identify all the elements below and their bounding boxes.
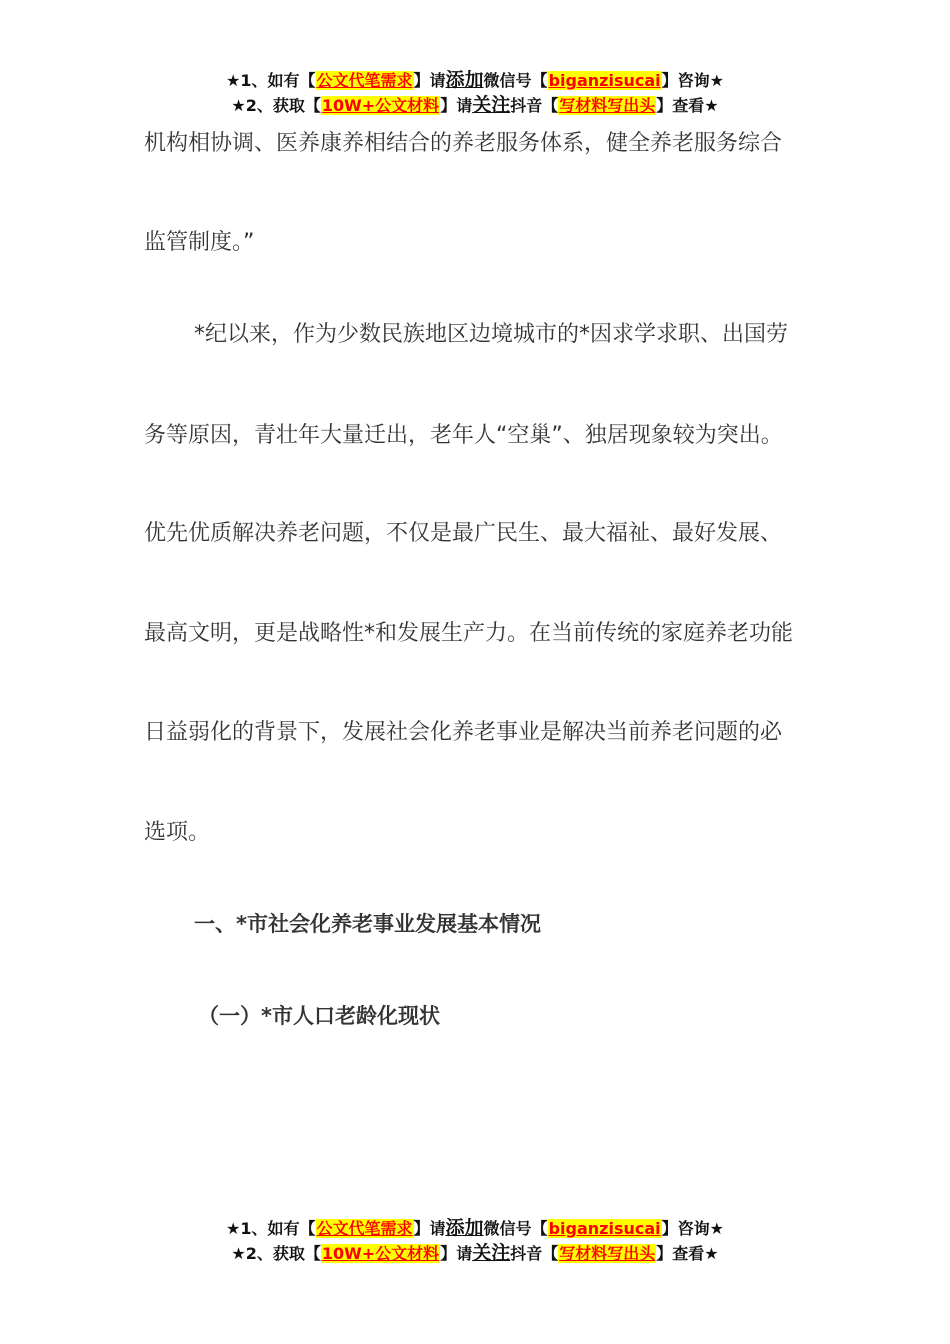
highlight-materials: 10W+公文材料 (321, 96, 440, 115)
highlight-ghostwriting: 公文代笔需求 (316, 71, 413, 90)
header-banner (0, 68, 950, 118)
body-line-8: 选项。 (144, 820, 211, 845)
highlight-wechat-id: biganzisucai (548, 71, 661, 90)
body-line-7: 日益弱化的背景下，发展社会化养老事业是解决当前养老问题的必 (144, 720, 783, 745)
footer-banner (0, 1216, 950, 1266)
body-line-6: 最高文明，更是战略性*和发展生产力。在当前传统的家庭养老功能 (144, 621, 794, 646)
body-line-3: *纪以来，作为少数民族地区边境城市的*因求学求职、出国劳 (194, 322, 789, 347)
footer-banner-line-2: ★2、获取【10W+公文材料】请关注抖音【写材料写出头】查看★ (231, 1242, 719, 1264)
body-line-5: 优先优质解决养老问题，不仅是最广民生、最大福祉、最好发展、 (144, 521, 783, 546)
footer-highlight-wechat-id: biganzisucai (548, 1219, 661, 1238)
body-line-2: 监管制度。” (144, 230, 255, 255)
banner-line-2: ★2、获取【10W+公文材料】请关注抖音【写材料写出头】查看★ (231, 94, 719, 116)
body-line-4: 务等原因，青壮年大量迁出，老年人“空巢”、独居现象较为突出。 (144, 423, 783, 448)
footer-highlight-douyin-id: 写材料写出头 (559, 1244, 656, 1263)
banner-line-1: ★1、如有【公文代笔需求】请添加微信号【biganzisucai】咨询★ (226, 69, 724, 91)
subsection-heading-1: （一）*市人口老龄化现状 (198, 1004, 440, 1028)
footer-highlight-materials: 10W+公文材料 (321, 1244, 440, 1263)
highlight-douyin-id: 写材料写出头 (559, 96, 656, 115)
section-heading-1: 一、*市社会化养老事业发展基本情况 (194, 912, 541, 936)
body-line-1: 机构相协调、医养康养相结合的养老服务体系，健全养老服务综合 (144, 131, 783, 156)
footer-highlight-ghostwriting: 公文代笔需求 (316, 1219, 413, 1238)
footer-banner-line-1: ★1、如有【公文代笔需求】请添加微信号【biganzisucai】咨询★ (226, 1217, 724, 1239)
